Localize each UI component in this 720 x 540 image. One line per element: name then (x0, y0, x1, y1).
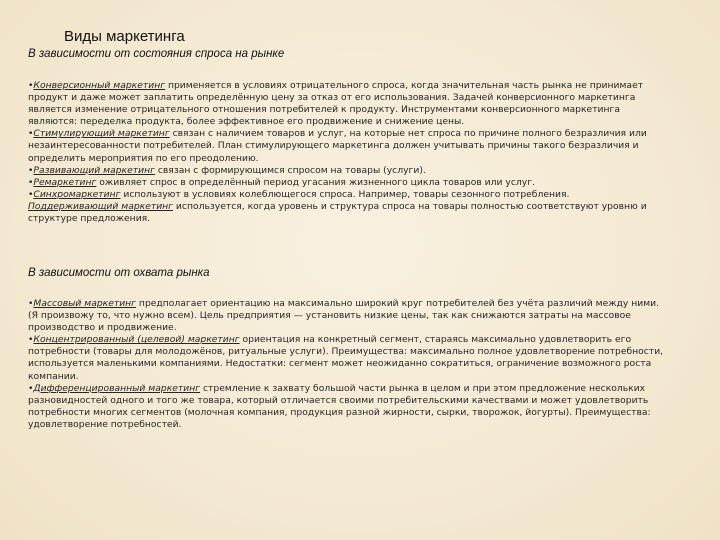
paragraph-supporting-marketing (28, 201, 664, 225)
bullet: • (28, 164, 34, 176)
definition-text: используют в условиях колеблющегося спроса. Например, товары сезонного потребления. (120, 188, 570, 200)
definition-text: стремление к захвату большой части рынка в целом и при этом предложение нескольких разновидностей одного и того же товара, который отличается своими потребительскими качествами и может удовлетворить потребности многих сегментов (молочная компания, продукция разной жирности, сырки, творожок, йогурты). Преимущества: удовлетворение потребностей. (28, 382, 651, 430)
paragraph-stimulating-marketing (28, 128, 664, 164)
bullet: • (28, 334, 34, 346)
bullet: • (28, 176, 34, 188)
paragraph-synchromarketing (28, 189, 664, 201)
definition-text: предполагает ориентацию на максимально широкий круг потребителей без учёта различий между ними. (Я произвожу то, что нужно всем). Цель предприятия — установить низкие цены, так как снижаются затраты на массовое производство и продвижение. (28, 298, 660, 334)
section-body-coverage (28, 298, 664, 431)
definition-text: применяется в условиях отрицательного спроса, когда значительная часть рынка не принимает продукт и даже может заплатить определённую цену за отказ от его использования. Задачей конверсионного маркетинга является изменение отрицательного отношения потребителей к продукту. Инструментами конверсионного маркетинга являются: переделка продукта, более эффективное его продвижение и снижение цены. (28, 80, 644, 128)
paragraph-concentrated-marketing (28, 334, 664, 382)
definition-text: связан с формирующимся спросом на товары (услуги). (154, 164, 426, 176)
bullet: • (28, 298, 34, 309)
term-conversion-marketing: Конверсионный маркетинг (33, 80, 166, 91)
term-stimulating-marketing: Стимулирующий маркетинг (33, 128, 170, 140)
slide-title: Виды маркетинга (64, 28, 185, 45)
term-developing-marketing: Развивающий маркетинг (33, 164, 155, 176)
bullet: • (28, 382, 34, 394)
bullet: • (28, 80, 34, 91)
paragraph-mass-marketing (28, 298, 664, 334)
term-supporting-marketing: Поддерживающий маркетинг (28, 200, 174, 212)
section-body-demand (28, 80, 664, 225)
term-synchromarketing: Синхромаркетинг (33, 188, 121, 200)
term-concentrated-marketing: Концентрированный (целевой) маркетинг (33, 334, 240, 346)
paragraph-developing-marketing (28, 165, 664, 177)
definition-text: оживляет спрос в определённый период угасания жизненного цикла товаров или услуг. (96, 176, 535, 188)
bullet: • (28, 128, 34, 140)
paragraph-remarketing (28, 177, 664, 189)
section-heading-coverage: В зависимости от охвата рынка (28, 267, 210, 279)
definition-text: ориентация на конкретный сегмент, стараясь максимально удовлетворить его потребности (товары для молодожёнов, ритуальные услуги). Преимущества: максимально полное удовлетворение потребности, используется маленькими компаниями. Недостатки: сегмент может неожиданно сократиться, ограничение возможного роста компании. (28, 334, 664, 382)
section-heading-demand: В зависимости от состояния спроса на рынке (28, 48, 285, 60)
bullet: • (28, 188, 34, 200)
definition-text: используется, когда уровень и структура спроса на товары полностью соответствуют уровню и структуре предложения. (28, 200, 647, 225)
term-remarketing: Ремаркетинг (33, 176, 97, 188)
paragraph-differentiated-marketing (28, 383, 664, 431)
term-differentiated-marketing: Дифференцированный маркетинг (33, 382, 201, 394)
paragraph-conversion-marketing (28, 80, 664, 128)
term-mass-marketing: Массовый маркетинг (33, 298, 137, 309)
definition-text: связан с наличием товаров и услуг, на которые нет спроса по причине полного безразличия или незаинтересованности потребителей. План стимулирующего маркетинга должен учитывать причины такого безразличия и определить мероприятия по его преодолению. (28, 128, 647, 164)
